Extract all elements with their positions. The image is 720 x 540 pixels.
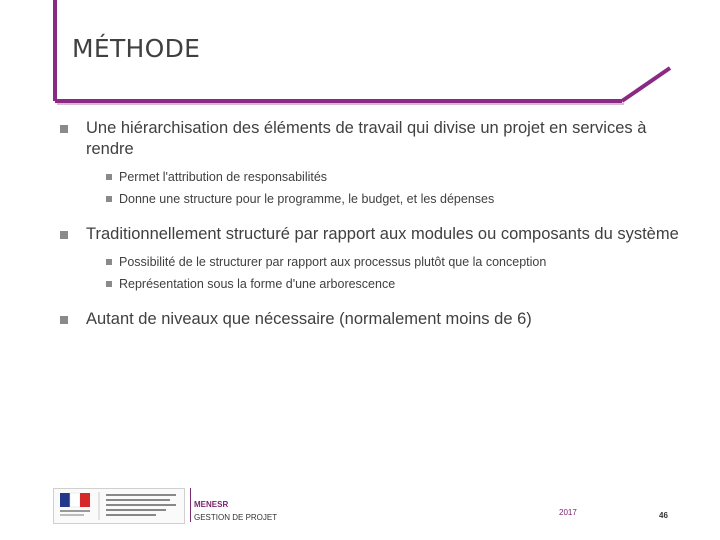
- page-number: 46: [659, 511, 668, 520]
- footer-subtitle: GESTION DE PROJET: [194, 513, 278, 522]
- bullet-group: [58, 118, 698, 210]
- sub-bullet-item: [58, 188, 698, 210]
- bullet-text: Autant de niveaux que nécessaire (normalement moins de 6): [86, 310, 532, 328]
- footer-divider: [190, 488, 191, 522]
- bullet-item: [58, 309, 698, 330]
- square-bullet-icon: [106, 259, 112, 265]
- ministry-logo-icon: [54, 489, 184, 523]
- sub-bullet-text: Permet l'attribution de responsabilités: [119, 170, 328, 184]
- square-bullet-icon: [106, 281, 112, 287]
- sub-bullet-text: Représentation sous la forme d'une arborescence: [119, 277, 396, 291]
- square-bullet-icon: [60, 316, 68, 324]
- page-title: MÉTHODE: [72, 34, 201, 63]
- footer-organization: MENESR: [194, 500, 229, 509]
- bullet-group: [58, 224, 698, 295]
- bullet-item: [58, 118, 698, 160]
- ministry-logo: [53, 488, 185, 524]
- square-bullet-icon: [60, 231, 68, 239]
- footer-year: 2017: [559, 508, 577, 517]
- sub-bullet-text: Donne une structure pour le programme, le budget, et les dépenses: [119, 192, 495, 206]
- sub-bullet-text: Possibilité de le structurer par rapport aux processus plutôt que la conception: [119, 255, 547, 269]
- bullet-group: [58, 309, 698, 330]
- sub-bullet-item: [58, 251, 698, 273]
- sub-bullet-item: [58, 166, 698, 188]
- slide-content: [58, 118, 698, 344]
- bullet-text: Traditionnellement structuré par rapport aux modules ou composants du système: [86, 225, 679, 243]
- square-bullet-icon: [106, 196, 112, 202]
- bullet-item: [58, 224, 698, 245]
- sub-bullet-item: [58, 273, 698, 295]
- bullet-text: Une hiérarchisation des éléments de travail qui divise un projet en services à rendre: [86, 119, 647, 158]
- square-bullet-icon: [106, 174, 112, 180]
- square-bullet-icon: [60, 125, 68, 133]
